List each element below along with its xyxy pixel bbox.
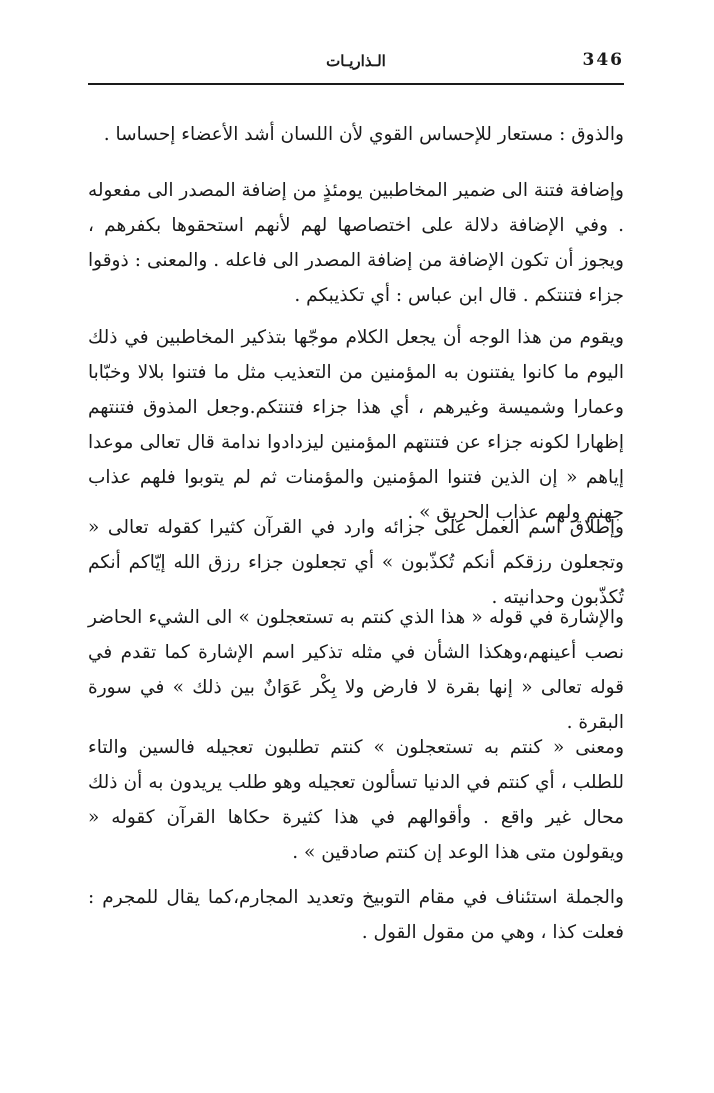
header-rule bbox=[88, 83, 624, 85]
paragraph-2: وإضافة فتنة الى ضمير المخاطبين يومئذٍ من إضافة المصدر الى مفعوله . وفي الإضافة دلالة على اختصاصها لهم لأنهم استحقوها بكفرهم ، ويجوز أن تكون الإضافة من إضافة المصدر الى فاعله . والمعنى : ذوقوا جزاء فتنتكم . قال ابن عباس : أي تكذيبكم . bbox=[88, 180, 624, 306]
running-title: الـذاريـات bbox=[326, 52, 386, 70]
paragraph-4: وإطلاق اسم العمل على جزائه وارد في القرآن كثيرا كقوله تعالى « وتجعلون رزقكم أنكم تُكذّبون » أي تجعلون جزاء رزق الله إيّاكم أنكم تُكذّبون وحدانيته . bbox=[88, 517, 624, 608]
paragraph-3: ويقوم من هذا الوجه أن يجعل الكلام موجّها بتذكير المخاطبين في ذلك اليوم ما كانوا يفتنون به المؤمنين من التعذيب مثل ما فتنوا بلالا وخبّابا وعمارا وشميسة وغيرهم ، أي هذا جزاء فتنتكم.وجعل المذوق فتنتهم إظهارا لكونه جزاء عن فتنتهم المؤمنين ليزدادوا ندامة قال تعالى موعدا إياهم « إن الذين فتنوا المؤمنين والمؤمنات ثم لم يتوبوا فلهم عذاب جهنم ولهم عذاب الحريق » . bbox=[88, 327, 624, 523]
page-header bbox=[88, 48, 624, 78]
paragraph-5: والإشارة في قوله « هذا الذي كنتم به تستعجلون » الى الشيء الحاضر نصب أعينهم،وهكذا الشأن في مثله تذكير اسم الإشارة كما تقدم في قوله تعالى « إنها بقرة لا فارض ولا بِكْر عَوَانٌ بين ذلك » في سورة البقرة . bbox=[88, 607, 624, 733]
paragraph-1: والذوق : مستعار للإحساس القوي لأن اللسان أشد الأعضاء إحساسا . bbox=[103, 124, 624, 145]
page-number: 346 bbox=[582, 50, 624, 70]
paragraph-6: ومعنى « كنتم به تستعجلون » كنتم تطلبون تعجيله فالسين والتاء للطلب ، أي كنتم في الدنيا تسألون تعجيله وهو طلب يريدون به أن ذلك محال غير واقع . وأقوالهم في هذا كثيرة حكاها القرآن كقوله « ويقولون متى هذا الوعد إن كنتم صادقين » . bbox=[88, 737, 624, 863]
paragraph-7: والجملة استئناف في مقام التوبيخ وتعديد المجارم،كما يقال للمجرم : فعلت كذا ، وهي من مقول القول . bbox=[88, 887, 624, 943]
